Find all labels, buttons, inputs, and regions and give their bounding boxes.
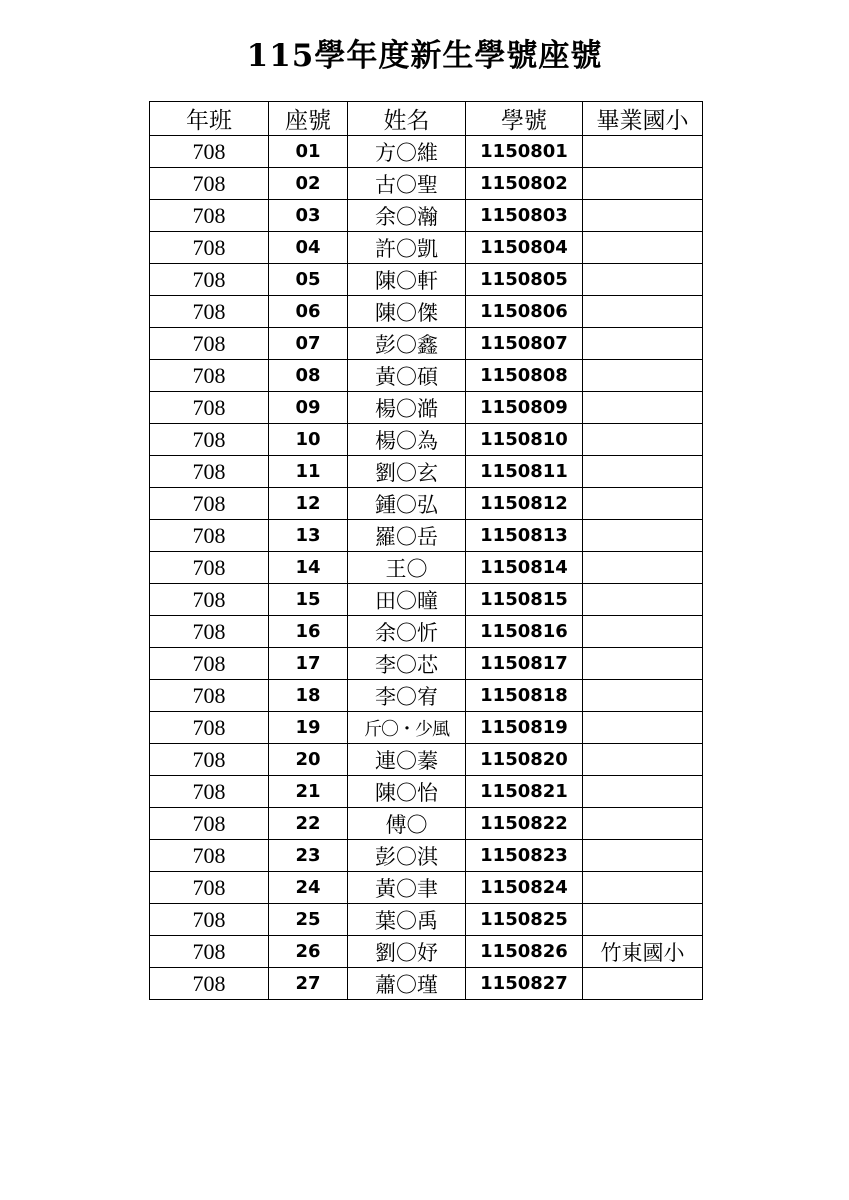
- cell-name: 楊〇澔: [348, 392, 466, 424]
- cell-student-id: 1150814: [466, 552, 583, 584]
- table-row: [150, 872, 703, 904]
- table-row: [150, 840, 703, 872]
- table-row: [150, 808, 703, 840]
- cell-name: 楊〇為: [348, 424, 466, 456]
- table-row: [150, 552, 703, 584]
- cell-school: [583, 712, 703, 744]
- cell-seat: 21: [269, 776, 348, 808]
- cell-seat: 05: [269, 264, 348, 296]
- cell-name: 羅〇岳: [348, 520, 466, 552]
- cell-student-id: 1150818: [466, 680, 583, 712]
- cell-seat: 17: [269, 648, 348, 680]
- table-row: [150, 520, 703, 552]
- table-row: [150, 392, 703, 424]
- cell-name: 余〇忻: [348, 616, 466, 648]
- cell-class: 708: [150, 904, 269, 936]
- cell-school: [583, 648, 703, 680]
- cell-class: 708: [150, 200, 269, 232]
- cell-class: 708: [150, 136, 269, 168]
- table-row: [150, 776, 703, 808]
- cell-seat: 26: [269, 936, 348, 968]
- cell-school: [583, 360, 703, 392]
- cell-student-id: 1150801: [466, 136, 583, 168]
- cell-seat: 02: [269, 168, 348, 200]
- cell-class: 708: [150, 776, 269, 808]
- table-row: [150, 328, 703, 360]
- cell-name: 劉〇玄: [348, 456, 466, 488]
- cell-class: 708: [150, 264, 269, 296]
- cell-seat: 08: [269, 360, 348, 392]
- header-seat: 座號: [269, 102, 348, 136]
- cell-name: 王〇: [348, 552, 466, 584]
- cell-student-id: 1150824: [466, 872, 583, 904]
- cell-student-id: 1150812: [466, 488, 583, 520]
- cell-name: 陳〇怡: [348, 776, 466, 808]
- cell-name: 許〇凱: [348, 232, 466, 264]
- student-roster-table: [149, 101, 703, 1000]
- table-row: [150, 424, 703, 456]
- cell-name: 黃〇聿: [348, 872, 466, 904]
- cell-seat: 25: [269, 904, 348, 936]
- table-row: [150, 616, 703, 648]
- table-row: [150, 200, 703, 232]
- table-row: [150, 680, 703, 712]
- cell-student-id: 1150820: [466, 744, 583, 776]
- cell-class: 708: [150, 232, 269, 264]
- cell-school: [583, 264, 703, 296]
- header-name: 姓名: [348, 102, 466, 136]
- cell-class: 708: [150, 616, 269, 648]
- cell-seat: 10: [269, 424, 348, 456]
- cell-class: 708: [150, 872, 269, 904]
- header-class: 年班: [150, 102, 269, 136]
- cell-seat: 20: [269, 744, 348, 776]
- cell-name: 陳〇傑: [348, 296, 466, 328]
- cell-name: 黃〇碩: [348, 360, 466, 392]
- cell-seat: 01: [269, 136, 348, 168]
- cell-student-id: 1150815: [466, 584, 583, 616]
- cell-seat: 18: [269, 680, 348, 712]
- table-row: [150, 232, 703, 264]
- cell-class: 708: [150, 424, 269, 456]
- cell-school: [583, 200, 703, 232]
- table-row: [150, 648, 703, 680]
- cell-class: 708: [150, 840, 269, 872]
- cell-name: 葉〇禹: [348, 904, 466, 936]
- cell-name: 李〇宥: [348, 680, 466, 712]
- cell-class: 708: [150, 584, 269, 616]
- cell-student-id: 1150807: [466, 328, 583, 360]
- cell-class: 708: [150, 712, 269, 744]
- cell-school: [583, 488, 703, 520]
- table-header-row: [150, 102, 703, 136]
- cell-name: 余〇瀚: [348, 200, 466, 232]
- cell-class: 708: [150, 808, 269, 840]
- table-row: [150, 584, 703, 616]
- table-row: [150, 168, 703, 200]
- cell-school: [583, 456, 703, 488]
- cell-class: 708: [150, 936, 269, 968]
- cell-school: [583, 840, 703, 872]
- cell-student-id: 1150808: [466, 360, 583, 392]
- cell-seat: 03: [269, 200, 348, 232]
- cell-school: [583, 904, 703, 936]
- cell-student-id: 1150825: [466, 904, 583, 936]
- cell-class: 708: [150, 680, 269, 712]
- cell-student-id: 1150816: [466, 616, 583, 648]
- cell-name: 彭〇鑫: [348, 328, 466, 360]
- cell-school: [583, 776, 703, 808]
- cell-class: 708: [150, 296, 269, 328]
- cell-school: [583, 616, 703, 648]
- cell-class: 708: [150, 456, 269, 488]
- cell-class: 708: [150, 552, 269, 584]
- cell-seat: 12: [269, 488, 348, 520]
- table-row: [150, 712, 703, 744]
- cell-school: [583, 808, 703, 840]
- cell-school: [583, 968, 703, 1000]
- cell-name: 古〇聖: [348, 168, 466, 200]
- cell-student-id: 1150804: [466, 232, 583, 264]
- cell-class: 708: [150, 360, 269, 392]
- cell-seat: 11: [269, 456, 348, 488]
- cell-class: 708: [150, 328, 269, 360]
- page-title: 115學年度新生學號座號: [246, 38, 603, 74]
- cell-school: [583, 680, 703, 712]
- table-row: [150, 360, 703, 392]
- cell-seat: 06: [269, 296, 348, 328]
- cell-student-id: 1150827: [466, 968, 583, 1000]
- table-row: [150, 296, 703, 328]
- cell-school: [583, 552, 703, 584]
- cell-name: 李〇芯: [348, 648, 466, 680]
- table-row: [150, 456, 703, 488]
- table-row: [150, 264, 703, 296]
- cell-name: 田〇曈: [348, 584, 466, 616]
- cell-student-id: 1150813: [466, 520, 583, 552]
- cell-name: 陳〇軒: [348, 264, 466, 296]
- cell-seat: 04: [269, 232, 348, 264]
- cell-class: 708: [150, 744, 269, 776]
- cell-class: 708: [150, 648, 269, 680]
- cell-class: 708: [150, 520, 269, 552]
- table-row: [150, 968, 703, 1000]
- cell-seat: 09: [269, 392, 348, 424]
- cell-student-id: 1150809: [466, 392, 583, 424]
- cell-seat: 23: [269, 840, 348, 872]
- cell-school: [583, 328, 703, 360]
- cell-school: [583, 392, 703, 424]
- cell-school: [583, 744, 703, 776]
- cell-class: 708: [150, 968, 269, 1000]
- cell-student-id: 1150823: [466, 840, 583, 872]
- cell-school: [583, 872, 703, 904]
- cell-student-id: 1150806: [466, 296, 583, 328]
- cell-school: [583, 136, 703, 168]
- cell-school: [583, 584, 703, 616]
- cell-name: 劉〇妤: [348, 936, 466, 968]
- cell-name: 蕭〇瑾: [348, 968, 466, 1000]
- cell-student-id: 1150803: [466, 200, 583, 232]
- table-row: [150, 936, 703, 968]
- cell-name: 方〇維: [348, 136, 466, 168]
- cell-school: [583, 168, 703, 200]
- cell-seat: 19: [269, 712, 348, 744]
- cell-seat: 22: [269, 808, 348, 840]
- cell-student-id: 1150805: [466, 264, 583, 296]
- header-school: 畢業國小: [583, 102, 703, 136]
- header-student-id: 學號: [466, 102, 583, 136]
- cell-seat: 13: [269, 520, 348, 552]
- cell-seat: 14: [269, 552, 348, 584]
- cell-name: 鍾〇弘: [348, 488, 466, 520]
- cell-seat: 24: [269, 872, 348, 904]
- table-row: [150, 488, 703, 520]
- cell-seat: 15: [269, 584, 348, 616]
- table-body: [150, 136, 703, 1000]
- cell-class: 708: [150, 168, 269, 200]
- cell-name: 彭〇淇: [348, 840, 466, 872]
- cell-school: [583, 296, 703, 328]
- cell-school: 竹東國小: [583, 936, 703, 968]
- cell-name: 連〇蓁: [348, 744, 466, 776]
- cell-class: 708: [150, 392, 269, 424]
- cell-student-id: 1150817: [466, 648, 583, 680]
- table-row: [150, 744, 703, 776]
- cell-student-id: 1150802: [466, 168, 583, 200]
- cell-name: 傅〇: [348, 808, 466, 840]
- cell-seat: 27: [269, 968, 348, 1000]
- cell-class: 708: [150, 488, 269, 520]
- cell-name: 斤〇・少風: [348, 712, 466, 744]
- cell-student-id: 1150811: [466, 456, 583, 488]
- cell-student-id: 1150826: [466, 936, 583, 968]
- cell-student-id: 1150819: [466, 712, 583, 744]
- cell-student-id: 1150810: [466, 424, 583, 456]
- table-row: [150, 904, 703, 936]
- cell-student-id: 1150821: [466, 776, 583, 808]
- cell-school: [583, 424, 703, 456]
- cell-school: [583, 520, 703, 552]
- cell-seat: 16: [269, 616, 348, 648]
- cell-school: [583, 232, 703, 264]
- cell-seat: 07: [269, 328, 348, 360]
- table-row: [150, 136, 703, 168]
- cell-student-id: 1150822: [466, 808, 583, 840]
